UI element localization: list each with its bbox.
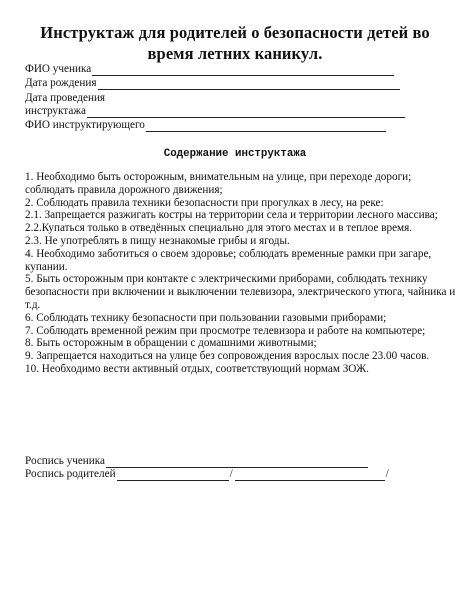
student-signature-blank xyxy=(106,456,368,468)
student-signature-field xyxy=(25,455,368,468)
parents-signature-field xyxy=(25,468,390,481)
section-heading: Содержание инструктажа xyxy=(163,148,307,160)
instruction-item: 2.3. Не употреблять в пищу незнакомые грибы и ягоды. xyxy=(25,234,290,247)
instructor-name-label: ФИО инструктирующего xyxy=(25,119,145,131)
birth-date-field xyxy=(25,77,400,90)
birth-date-label: Дата рождения xyxy=(25,77,97,89)
instructor-name-field xyxy=(25,119,386,132)
title-line-2: время летних каникул. xyxy=(147,44,323,63)
student-name-blank xyxy=(92,64,394,76)
instructor-name-blank xyxy=(146,120,386,132)
signature-separator: / xyxy=(229,468,233,480)
instruction-item: 10. Необходимо вести активный отдых, соответствующий нормам ЗОЖ. xyxy=(25,362,369,375)
conduct-date-field xyxy=(25,105,405,118)
title-line-1: Инструктаж для родителей о безопасности детей во xyxy=(40,23,430,42)
instruction-item: 5. Быть осторожным при контакте с электрическими приборами, соблюдать технику безопасности при включении и выключении телевизора, электрического утюга, чайника и т.д. xyxy=(25,273,456,311)
instruction-item: 2.1. Запрещается разжигать костры на территории села и территории лесного массива; xyxy=(25,209,438,222)
instruction-item: 6. Соблюдать технику безопасности при пользовании газовыми приборами; xyxy=(25,311,387,324)
parents-signature-blank-1 xyxy=(117,469,229,481)
instruction-item: 4. Необходимо заботиться о своем здоровье; соблюдать временные рамки при загаре, купании. xyxy=(25,247,432,273)
instruction-item: 7. Соблюдать временной режим при просмотре телевизора и работе на компьютере; xyxy=(25,324,426,337)
student-signature-label: Роспись ученика xyxy=(25,455,106,467)
instruction-list xyxy=(25,171,463,376)
student-name-field xyxy=(25,63,394,76)
birth-date-blank xyxy=(98,78,400,90)
instruction-item: 2. Соблюдать правила техники безопасности при прогулках в лесу, на реке: xyxy=(25,196,384,209)
parents-signature-label: Роспись родителей xyxy=(25,468,116,480)
signature-separator-end: / xyxy=(385,468,389,480)
instruction-item: 8. Быть осторожным в обращении с домашними животными; xyxy=(25,337,317,350)
parents-signature-blank-2 xyxy=(235,469,385,481)
student-name-label: ФИО ученика xyxy=(25,63,92,75)
instruction-item: 9. Запрещается находиться на улице без сопровождения взрослых после 23.00 часов. xyxy=(25,350,430,363)
conduct-date-label-line1: Дата проведения xyxy=(25,92,106,104)
conduct-date-label: инструктажа xyxy=(25,105,86,117)
instruction-item: 2.2.Купаться только в отведённых специально для этого местах и в теплое время. xyxy=(25,222,413,235)
instruction-item: 1. Необходимо быть осторожным, внимательным на улице, при переходе дороги; соблюдать правила дорожного движения; xyxy=(25,171,412,196)
document-title xyxy=(10,22,460,64)
conduct-date-blank xyxy=(87,106,405,118)
